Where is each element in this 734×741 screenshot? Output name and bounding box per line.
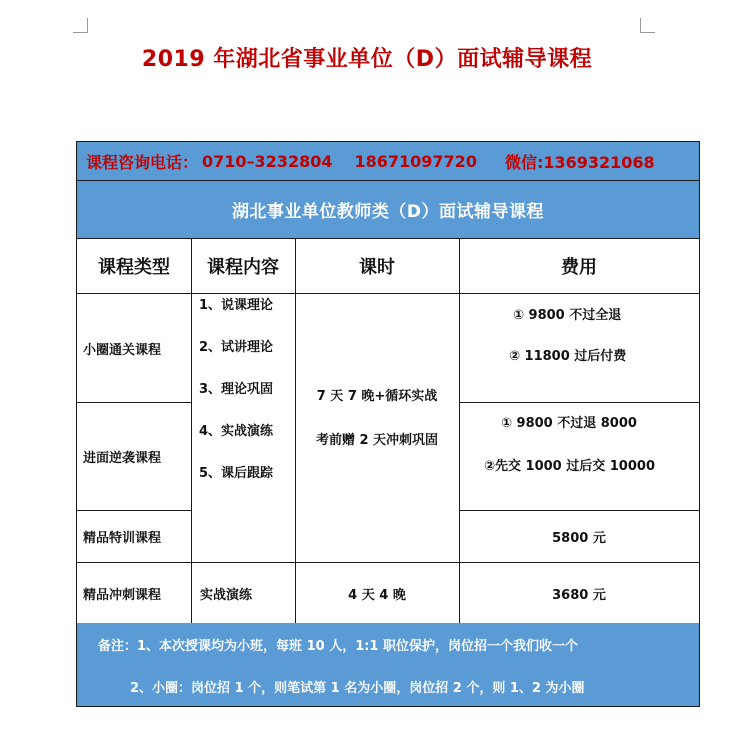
consult-phone-1: 0710–3232804 — [202, 151, 333, 171]
course-type-jinmian: 进面逆袭课程 — [83, 451, 162, 466]
fee-jingpin-chongci: 3680 元 — [552, 587, 606, 603]
content-item: 1、说课理论 — [199, 298, 274, 313]
course-table — [76, 141, 700, 707]
crop-mark-top-right — [640, 18, 655, 33]
note-line-2: 2、小圈：岗位招 1 个，则笔试第 1 名为小圈，岗位招 2 个，则 1、2 为小圈 — [130, 681, 585, 696]
note-line-1: 备注：1、本次授课均为小班，每班 10 人，1:1 职位保护，岗位招一个我们收一个 — [98, 639, 579, 654]
header-fee: 费用 — [561, 257, 597, 278]
course-type-xiaoquan: 小圈通关课程 — [83, 342, 162, 358]
hours-jingpin-chongci: 4 天 4 晚 — [348, 587, 406, 603]
consult-label: 课程咨询电话： — [86, 152, 199, 172]
shared-course-content — [199, 298, 299, 508]
header-course-content: 课程内容 — [207, 257, 279, 278]
consult-wechat: 微信:1369321068 — [504, 152, 655, 172]
content-item: 5、课后跟踪 — [199, 466, 274, 481]
shared-hours-line-2: 考前赠 2 天冲刺巩固 — [315, 432, 439, 448]
notes-section — [77, 623, 699, 706]
fee-jingpin-texun: 5800 元 — [552, 531, 606, 546]
consult-phone-2: 18671097720 — [354, 151, 477, 171]
grid-line — [459, 402, 699, 403]
content-jingpin-chongci: 实战演练 — [200, 587, 253, 603]
header-class-hours: 课时 — [359, 257, 395, 278]
header-course-type: 课程类型 — [98, 257, 170, 278]
course-type-jingpin-texun: 精品特训课程 — [83, 531, 162, 546]
course-type-jingpin-chongci: 精品冲刺课程 — [83, 587, 162, 603]
content-item: 3、理论巩固 — [199, 382, 274, 397]
table-title: 湖北事业单位教师类（D）面试辅导课程 — [77, 181, 699, 239]
content-item: 4、实战演练 — [199, 424, 274, 439]
consult-bar — [77, 142, 699, 181]
content-item: 2、试讲理论 — [199, 340, 274, 355]
shared-hours-line-1: 7 天 7 晚+循环实战 — [316, 388, 438, 404]
document-title: 2019 年湖北省事业单位（D）面试辅导课程 — [141, 47, 593, 72]
fee-jinmian-1: ① 9800 不过退 8000 — [501, 415, 637, 431]
crop-mark-top-left — [73, 18, 88, 33]
fee-xiaoquan-2: ② 11800 过后付费 — [509, 348, 627, 364]
fee-jinmian-2: ②先交 1000 过后交 10000 — [484, 458, 655, 474]
fee-xiaoquan-1: ① 9800 不过全退 — [513, 307, 622, 323]
